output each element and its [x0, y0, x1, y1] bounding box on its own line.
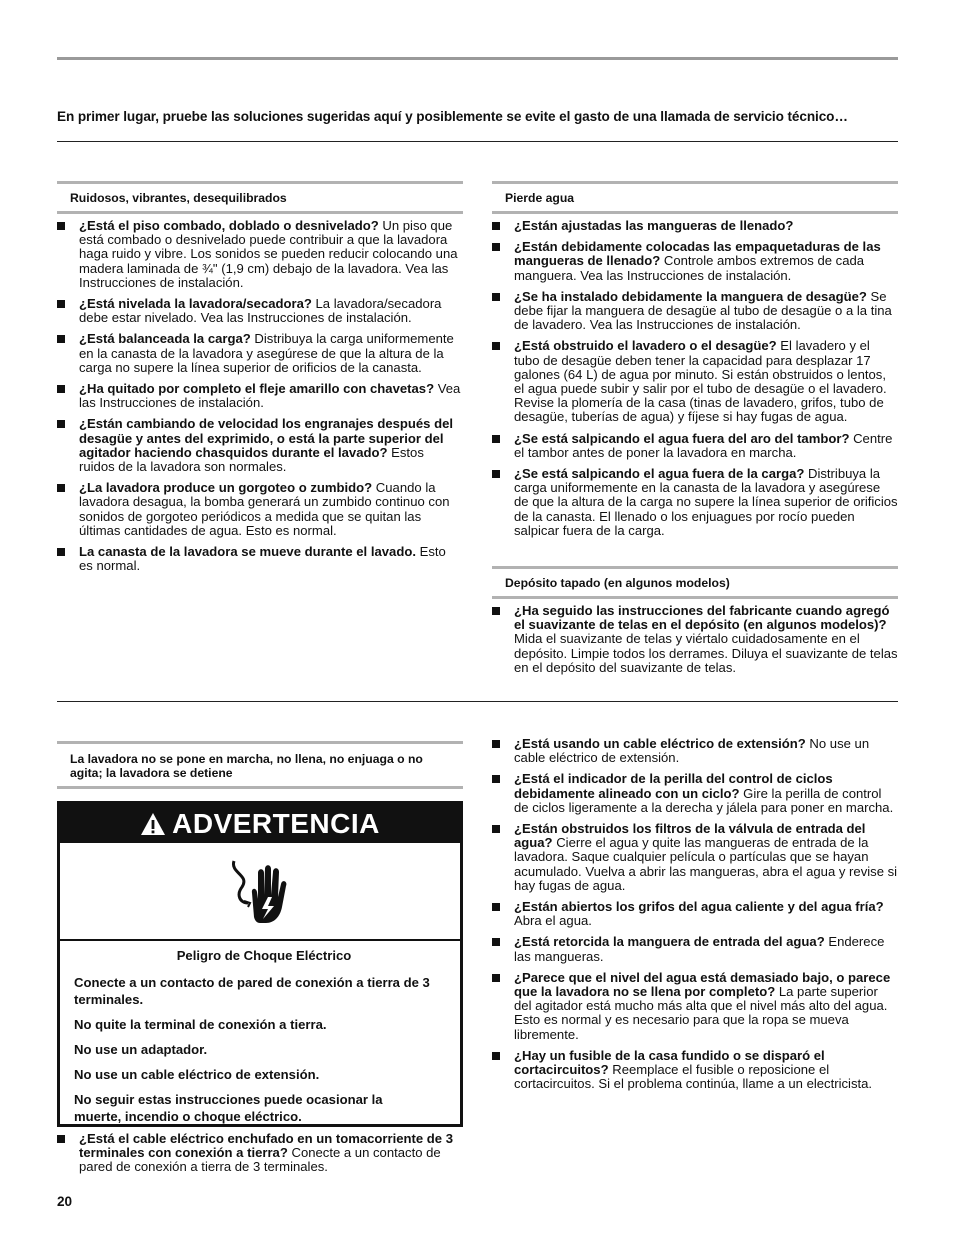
- item-answer: Se debe fijar la manguera de desagüe al tubo de desagüe o a la tina de lavadero. Vea las Instrucciones de instalación.: [514, 288, 892, 333]
- square-bullet-icon: [492, 293, 500, 301]
- warning-line-1: Conecte a un contacto de pared de conexión a tierra de 3 terminales.: [74, 975, 430, 1007]
- item-answer: Enderece las mangueras.: [514, 934, 885, 964]
- item-answer: Distribuya la carga uniformemente en la canasta de la lavadora y asegúrese de que la altura de la carga no supere la línea superior de orificios de la canasta. El llenado o los enjuagues por rocío pueden salpicar fuera de la carga.: [514, 466, 898, 538]
- square-bullet-icon: [492, 974, 500, 982]
- list-item: [492, 822, 898, 893]
- list-item: [492, 971, 898, 1042]
- item-answer: Cierre el agua y quite las mangueras de entrada de la lavadora. Saque cualquier película o partículas que se hayan acumulado. Vuelva a abrir las mangueras, abra el agua y revise si hay fugas de agua.: [514, 835, 898, 893]
- item-answer: La parte superior del agitador está mucho más alta que el nivel más alto del agua. Esto es normal y es necesario para que la ropa se mueva libremente.: [514, 984, 888, 1042]
- list-item: [57, 1132, 463, 1175]
- item-answer: La lavadora/secadora debe estar nivelado. Vea las Instrucciones de instalación.: [79, 296, 442, 326]
- item-answer: Conecte a un contacto de pared de conexión a tierra de 3 terminales.: [79, 1145, 441, 1175]
- section-heading-dispenser: Depósito tapado (en algunos modelos): [492, 566, 898, 599]
- list-item: [492, 772, 898, 815]
- list-item: [57, 219, 463, 290]
- list-item: [492, 339, 898, 424]
- item-answer: Controle ambos extremos de cada manguera. Vea las Instrucciones de instalación.: [514, 253, 865, 283]
- list-item: [57, 545, 463, 573]
- square-bullet-icon: [57, 385, 65, 393]
- square-bullet-icon: [57, 420, 65, 428]
- intro-divider: [57, 141, 898, 142]
- section-heading-nostart: La lavadora no se pone en marcha, no llena, no enjuaga o no agita; la lavadora se detiene: [57, 741, 463, 789]
- square-bullet-icon: [492, 775, 500, 783]
- item-question: ¿La lavadora produce un gorgoteo o zumbido?: [79, 480, 373, 496]
- item-answer: Centre el tambor antes de poner la lavadora en marcha.: [514, 430, 893, 460]
- square-bullet-icon: [492, 435, 500, 443]
- item-answer: No use un cable eléctrico de extensión.: [514, 736, 870, 766]
- warning-title: ADVERTENCIA: [172, 807, 380, 839]
- item-answer: Esto es normal.: [79, 544, 446, 574]
- square-bullet-icon: [57, 1135, 65, 1143]
- item-question: ¿Están obstruidos los filtros de la válvula de entrada del agua?: [514, 821, 866, 851]
- square-bullet-icon: [492, 903, 500, 911]
- warning-box: [57, 801, 463, 1127]
- list-item: [492, 935, 898, 963]
- item-question: ¿Está retorcida la manguera de entrada del agua?: [514, 934, 825, 950]
- section-divider: [57, 701, 898, 702]
- item-question: ¿Están abiertos los grifos del agua caliente y del agua fría?: [514, 899, 884, 915]
- warning-hazard: Peligro de Choque Eléctrico: [176, 948, 352, 963]
- square-bullet-icon: [492, 470, 500, 478]
- electric-shock-hand-icon: [228, 857, 292, 927]
- square-bullet-icon: [492, 1052, 500, 1060]
- item-question: ¿Se está salpicando el agua fuera de la carga?: [514, 466, 805, 482]
- item-answer: Vea las Instrucciones de instalación.: [79, 381, 461, 411]
- item-answer: Un piso que está combado o desnivelado puede contribuir a que la lavadora haga ruido y vibre. Los sonidos se pueden reducir colocando una madera laminada de ¾" (1,9 cm) debajo de la lavadora. Vea las Instrucciones de instalación.: [79, 218, 458, 290]
- warning-header: [60, 804, 460, 843]
- square-bullet-icon: [57, 548, 65, 556]
- list-item: [492, 604, 898, 675]
- item-answer: Reemplace el fusible o reposicione el cortacircuitos. Si el problema continúa, llame a un electricista.: [514, 1062, 873, 1092]
- list-item: [57, 417, 463, 474]
- warning-icon-area: [60, 843, 460, 941]
- list-item: [492, 290, 898, 333]
- item-question: ¿Hay un fusible de la casa fundido o se disparó el cortacircuitos?: [514, 1047, 825, 1078]
- list-item: [492, 240, 898, 283]
- leak-list: [492, 219, 898, 545]
- item-question: ¿Están cambiando de velocidad los engranajes después del desagüe y antes del exprimido, o está la parte superior del agitador haciendo chasquidos durante el lavado?: [79, 416, 454, 460]
- item-question: ¿Están ajustadas las mangueras de llenado?: [514, 218, 794, 233]
- intro-text: En primer lugar, pruebe las soluciones sugeridas aquí y posiblemente se evite el gasto de una llamada de servicio técnico…: [57, 109, 848, 124]
- square-bullet-icon: [492, 607, 500, 615]
- item-question: ¿Está nivelada la lavadora/secadora?: [79, 296, 312, 312]
- list-item: [57, 481, 463, 538]
- item-answer: Gire la perilla de control de ciclos ligeramente a la derecha y jálela para poner en marcha.: [514, 785, 894, 815]
- section-heading-leak: Pierde agua: [492, 181, 898, 214]
- list-item: [492, 432, 898, 460]
- square-bullet-icon: [492, 740, 500, 748]
- square-bullet-icon: [57, 484, 65, 492]
- item-question: ¿Se ha instalado debidamente la manguera de desagüe?: [514, 288, 867, 304]
- square-bullet-icon: [492, 825, 500, 833]
- item-answer: Cuando la lavadora desagua, la bomba generará un zumbido continuo con sonidos de gorgoteo periódicos a medida que se quitan las últimas cantidades de agua. Esto es normal.: [79, 480, 450, 538]
- item-question: ¿Está el indicador de la perilla del control de ciclos debidamente alineado con un ciclo?: [514, 771, 833, 801]
- warning-line-2: No quite la terminal de conexión a tierra.: [74, 1017, 327, 1032]
- warning-line-3: No use un adaptador.: [74, 1042, 208, 1057]
- item-question: ¿Está balanceada la carga?: [79, 331, 251, 347]
- noise-list: [57, 219, 463, 580]
- list-item: [57, 297, 463, 325]
- nostart-list-right: [492, 737, 898, 1098]
- item-answer: Abra el agua.: [514, 913, 592, 929]
- list-item: [57, 382, 463, 410]
- square-bullet-icon: [57, 300, 65, 308]
- item-question: ¿Están debidamente colocadas las empaquetaduras de las mangueras de llenado?: [514, 239, 881, 269]
- square-bullet-icon: [57, 335, 65, 343]
- square-bullet-icon: [492, 342, 500, 350]
- item-question: ¿Está obstruido el lavadero o el desagüe?: [514, 338, 777, 354]
- item-question: ¿Se está salpicando el agua fuera del aro del tambor?: [514, 430, 850, 446]
- list-item: [492, 467, 898, 538]
- item-question: ¿Está usando un cable eléctrico de extensión?: [514, 736, 806, 751]
- item-question: La canasta de la lavadora se mueve durante el lavado.: [79, 544, 416, 560]
- square-bullet-icon: [492, 243, 500, 251]
- dispenser-list: [492, 604, 898, 682]
- item-question: ¿Ha quitado por completo el fleje amarillo con chavetas?: [79, 381, 435, 397]
- warning-line-5: No seguir estas instrucciones puede ocasionar la muerte, incendio o choque eléctrico.: [74, 1092, 383, 1124]
- nostart-list-left: [57, 1132, 463, 1182]
- top-rule: [57, 57, 898, 60]
- item-question: ¿Ha seguido las instrucciones del fabricante cuando agregó el suavizante de telas en el depósito (en algunos modelos)?: [514, 603, 890, 633]
- item-answer: Mida el suavizante de telas y viértalo cuidadosamente en el depósito. Limpie todos los derrames. Diluya el suavizante de telas en el depósito del suavizante de telas.: [514, 631, 898, 675]
- warning-triangle-icon: [140, 812, 166, 836]
- item-answer: Distribuya la carga uniformemente en la canasta de la lavadora y asegúrese de que la altura de la carga no supere la línea superior de orificios de la canasta.: [79, 331, 454, 375]
- section-heading-noise: Ruidosos, vibrantes, desequilibrados: [57, 181, 463, 214]
- item-answer: Estos ruidos de la lavadora son normales.: [79, 444, 424, 475]
- item-question: ¿Está el piso combado, doblado o desnivelado?: [79, 218, 379, 233]
- warning-text: [74, 947, 454, 1133]
- list-item: [492, 219, 898, 233]
- page-number: 20: [57, 1194, 73, 1209]
- item-question: ¿Parece que el nivel del agua está demasiado bajo, o parece que la lavadora no se llena por completo?: [514, 969, 891, 1000]
- list-item: [492, 1049, 898, 1092]
- square-bullet-icon: [57, 222, 65, 230]
- warning-line-4: No use un cable eléctrico de extensión.: [74, 1067, 320, 1082]
- list-item: [492, 737, 898, 765]
- list-item: [492, 900, 898, 928]
- list-item: [57, 332, 463, 375]
- item-question: ¿Está el cable eléctrico enchufado en un tomacorriente de 3 terminales con conexión a tierra?: [79, 1131, 454, 1161]
- item-answer: El lavadero y el tubo de desagüe deben tener la capacidad para desplazar 17 galones (64 L) de agua por minuto. Si están obstruidos o lentos, el agua puede subir y salir por el tubo de desagüe o el lavadero. Revise la plomería de la casa (tinas de lavadero, grifos, tubo de desagüe, tuberías de agua) y fíjese si hay fugas de agua.: [514, 338, 887, 425]
- square-bullet-icon: [492, 222, 500, 230]
- square-bullet-icon: [492, 938, 500, 946]
